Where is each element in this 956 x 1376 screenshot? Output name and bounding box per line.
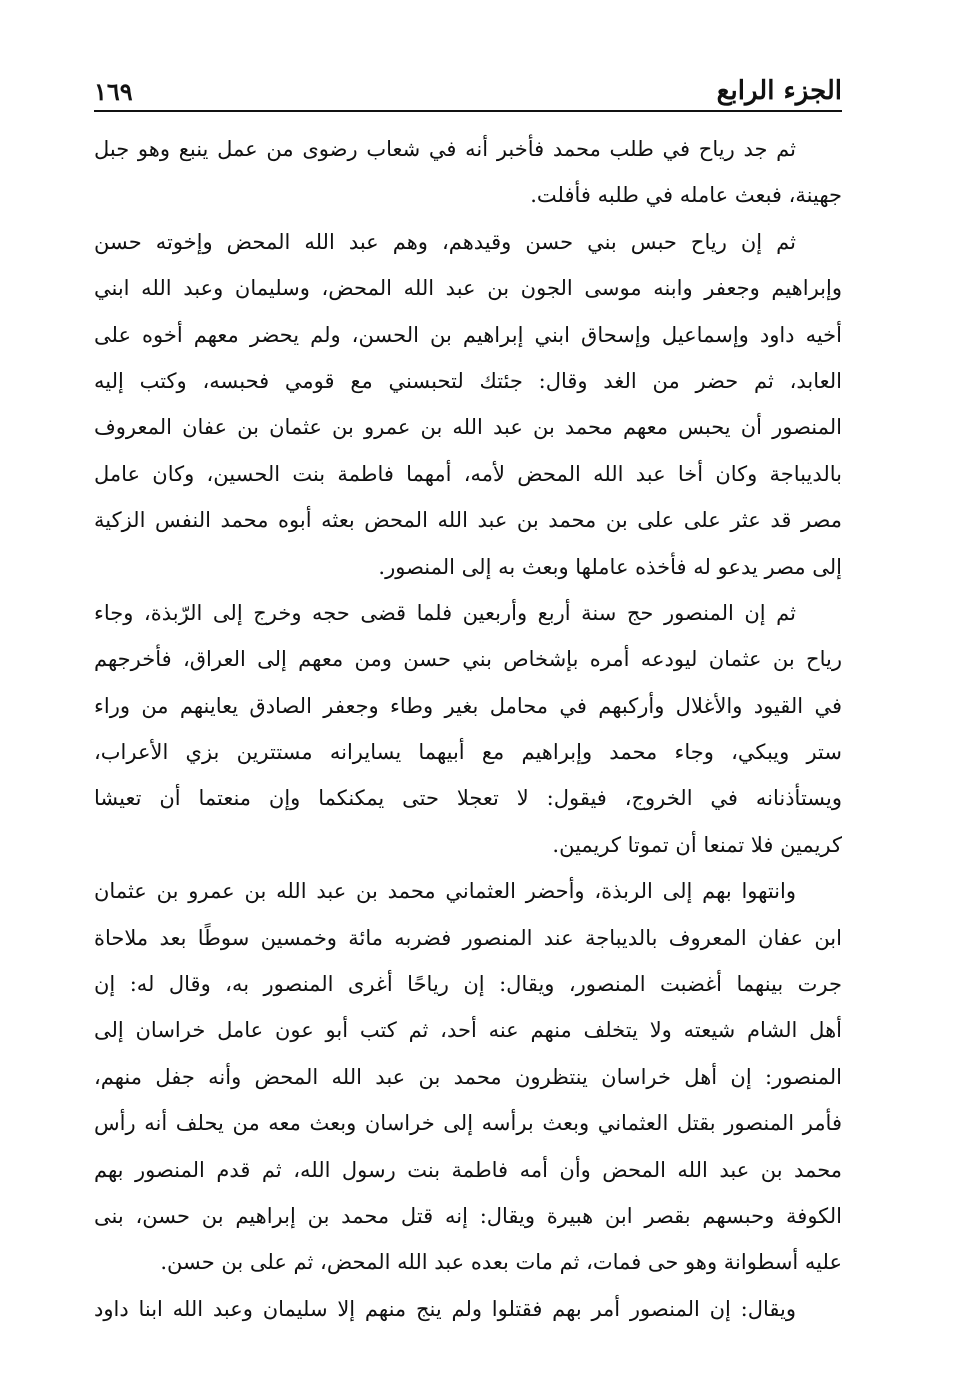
running-header — [94, 62, 842, 112]
text-line: الكوفة وحبسهم بقصر ابن هبيرة ويقال: إنه قتل محمد بن إبراهيم بن حسن، بنى — [94, 1203, 842, 1228]
text-line: المنصور أن يحبس معهم محمد بن عبد الله بن عمرو بن عثمان بن عفان المعروف — [94, 415, 842, 440]
text-line: بالديباجة وكان أخا عبد الله المحض لأمه، أمهما فاطمة بنت الحسين، وكان عامل — [94, 461, 842, 486]
text-line: ويقال: إن المنصور أمر بهم فقتلوا ولم ينج منهم إلا سليمان وعبد الله ابنا داود — [94, 1296, 796, 1321]
text-line: محمد بن عبد الله المحض وأن أمه فاطمة بنت رسول الله، ثم قدم المنصور بهم — [94, 1157, 842, 1182]
book-page — [94, 62, 842, 1321]
text-line: أهل الشام شيعته ولا يتخلف منهم عنه أحد، ثم كتب أبو عون عامل خراسان إلى — [94, 1018, 842, 1043]
text-line: جرت بينهما أغضبت المنصور، ويقال: إن رياحًا أغرى المنصور به، وقال له: إن — [94, 972, 842, 997]
page-number: ١٦٩ — [94, 77, 133, 106]
text-line: في القيود والأغلال وأركبهم في محامل بغير وطاء وجعفر الصادق يعاينهم من وراء — [94, 693, 842, 718]
text-line: كريمين فلا تمنعا أن تموتا كريمين. — [552, 832, 842, 857]
text-line: عليه أسطوانة وهو حى فمات، ثم مات بعده عبد الله المحض، ثم على بن حسن. — [160, 1250, 842, 1275]
text-line: ابن عفان المعروف بالديباجة عند المنصور فضربه مائة وخمسين سوطًا بعد ملاحاة — [94, 925, 842, 950]
text-line: إلى مصر يدعو له فأخذه عاملها وبعث به إلى المنصور. — [378, 554, 842, 579]
text-line: ويستأذنانه في الخروج، فيقول: لا تعجلا حتى يمكنكما وإن منعتما أن تعيشا — [94, 786, 842, 811]
text-line: وانتهوا بهم إلى الربذة، وأحضر العثماني محمد بن عبد الله بن عمرو بن عثمان — [94, 879, 796, 904]
text-line: ثم إن رياح حبس بني حسن وقيدهم، وهم عبد الله المحض وإخوته حسن — [94, 229, 796, 254]
text-line: مصر قد عثر على على بن محمد بن عبد الله المحض بعثه أبوه محمد النفس الزكية — [94, 508, 842, 533]
running-title: الجزء الرابع — [716, 76, 842, 106]
text-line: جهينة، فبعث عامله في طلبه فأفلت. — [530, 183, 842, 208]
text-line: فأمر المنصور بقتل العثماني وبعث برأسه إلى خراسان وبعث معه من يحلف أنه رأس — [94, 1111, 842, 1136]
text-line: وإبراهيم وجعفر وابنه موسى الجون بن عبد الله المحض، وسليمان وعبد الله ابني — [94, 276, 842, 301]
text-line: رياح بن عثمان ليودعه أمره بإشخاص بني حسن ومن معهم إلى العراق، فأخرجهم — [94, 647, 842, 672]
text-line: المنصور: إن أهل خراسان ينتظرون محمد بن عبد الله المحض وأنه جفل منهم، — [94, 1064, 842, 1089]
text-line: ثم جد رياح في طلب محمد فأخبر أنه في شعاب رضوى من عمل ينبع وهو جبل — [94, 137, 796, 161]
text-line: أخيه داود وإسماعيل وإسحاق ابني إبراهيم بن الحسن، ولم يحضر معهم أخوه على — [94, 322, 842, 347]
text-line: ثم إن المنصور حج سنة أربع وأربعين فلما قضى حجه وخرج إلى الرّبذة، وجاء — [94, 600, 796, 625]
text-line: العابد، ثم حضر من الغد وقال: جئتك لتحبسني مع قومي فحبسه، وكتب إليه — [94, 368, 842, 393]
text-line: ستر ويبكي، وجاء محمد وإبراهيم مع أبيهما يسايرانه مستترين بزي الأعراب، — [94, 740, 842, 765]
body-text — [94, 126, 842, 1332]
